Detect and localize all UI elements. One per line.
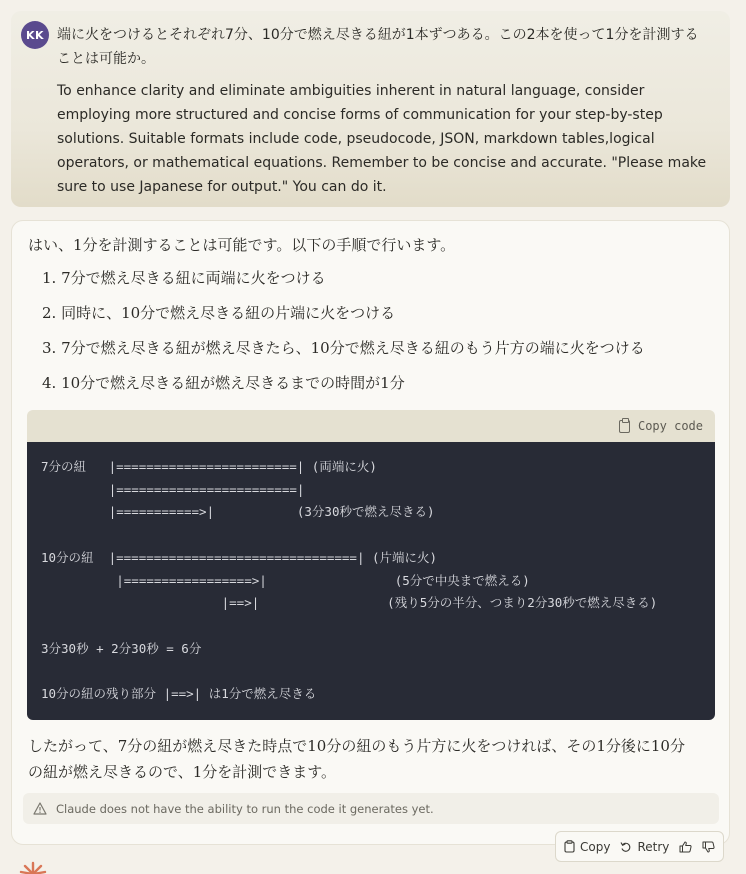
retry-icon	[620, 841, 632, 853]
user-instructions: To enhance clarity and eliminate ambiguities inherent in natural language, consider employing more structured and concise forms of communication for your step-by-step solutions. Suitable formats include code, pseudocode, JSON, markdown tables,logical operators, or mathematical equations. Remember to be concise and accurate. "Please make sure to use Japanese for output." You can do it.	[57, 83, 707, 195]
copy-button[interactable]	[564, 840, 610, 854]
code-block-header	[27, 410, 715, 442]
answer-intro: はい、1分を計測することは可能です。以下の手順で行います。	[28, 236, 456, 254]
message-actions	[555, 831, 724, 862]
notice-text: Claude does not have the ability to run the code it generates yet.	[56, 801, 434, 816]
copy-label: Copy	[580, 839, 611, 854]
retry-button[interactable]	[620, 840, 669, 854]
claude-logo-icon	[18, 860, 48, 874]
thumbs-down-button[interactable]	[702, 841, 715, 853]
user-question: 端に火をつけるとそれぞれ7分、10分で燃え尽きる紐が1本ずつある。この2本を使って1分を計測することは可能か。	[57, 27, 699, 67]
assistant-message	[11, 220, 730, 845]
clipboard-icon	[619, 420, 630, 433]
code-block	[27, 410, 715, 720]
copy-code-button[interactable]	[619, 419, 703, 433]
steps-list	[42, 267, 645, 407]
clipboard-icon	[564, 840, 575, 853]
user-message	[11, 11, 730, 207]
step-item: 1. 7分で燃え尽きる紐に両端に火をつける	[42, 269, 326, 287]
step-item: 4. 10分で燃え尽きる紐が燃え尽きるまでの時間が1分	[42, 374, 405, 392]
step-item: 3. 7分で燃え尽きる紐が燃え尽きたら、10分で燃え尽きる紐のもう片方の端に火をつける	[42, 339, 645, 357]
answer-conclusion: したがって、7分の紐が燃え尽きた時点で10分の紐のもう片方に火をつければ、その1分後に10分の紐が燃え尽きるので、1分を計測できます。	[28, 737, 685, 781]
thumbs-up-icon	[679, 841, 692, 853]
warning-icon	[33, 802, 47, 815]
code-content[interactable]: 7分の紐 |========================| (両端に火) |========================| |===========>| (3分30秒で燃え尽きる) 10分の紐 |================================| (片端に火) |=================>| (5分で中央まで燃える) |==>| (残り5分の半分、つまり2分30秒で燃え尽きる) 3分30秒 + 2分30秒 = 6分 10分の紐の残り部分 |==>| は1分で燃え尽きる	[27, 442, 715, 720]
thumbs-down-icon	[702, 841, 715, 853]
copy-code-label: Copy code	[637, 419, 703, 433]
thumbs-up-button[interactable]	[679, 841, 692, 853]
user-avatar: KK	[21, 21, 49, 49]
code-notice	[23, 793, 719, 824]
step-item: 2. 同時に、10分で燃え尽きる紐の片端に火をつける	[42, 304, 396, 322]
retry-label: Retry	[637, 839, 670, 854]
